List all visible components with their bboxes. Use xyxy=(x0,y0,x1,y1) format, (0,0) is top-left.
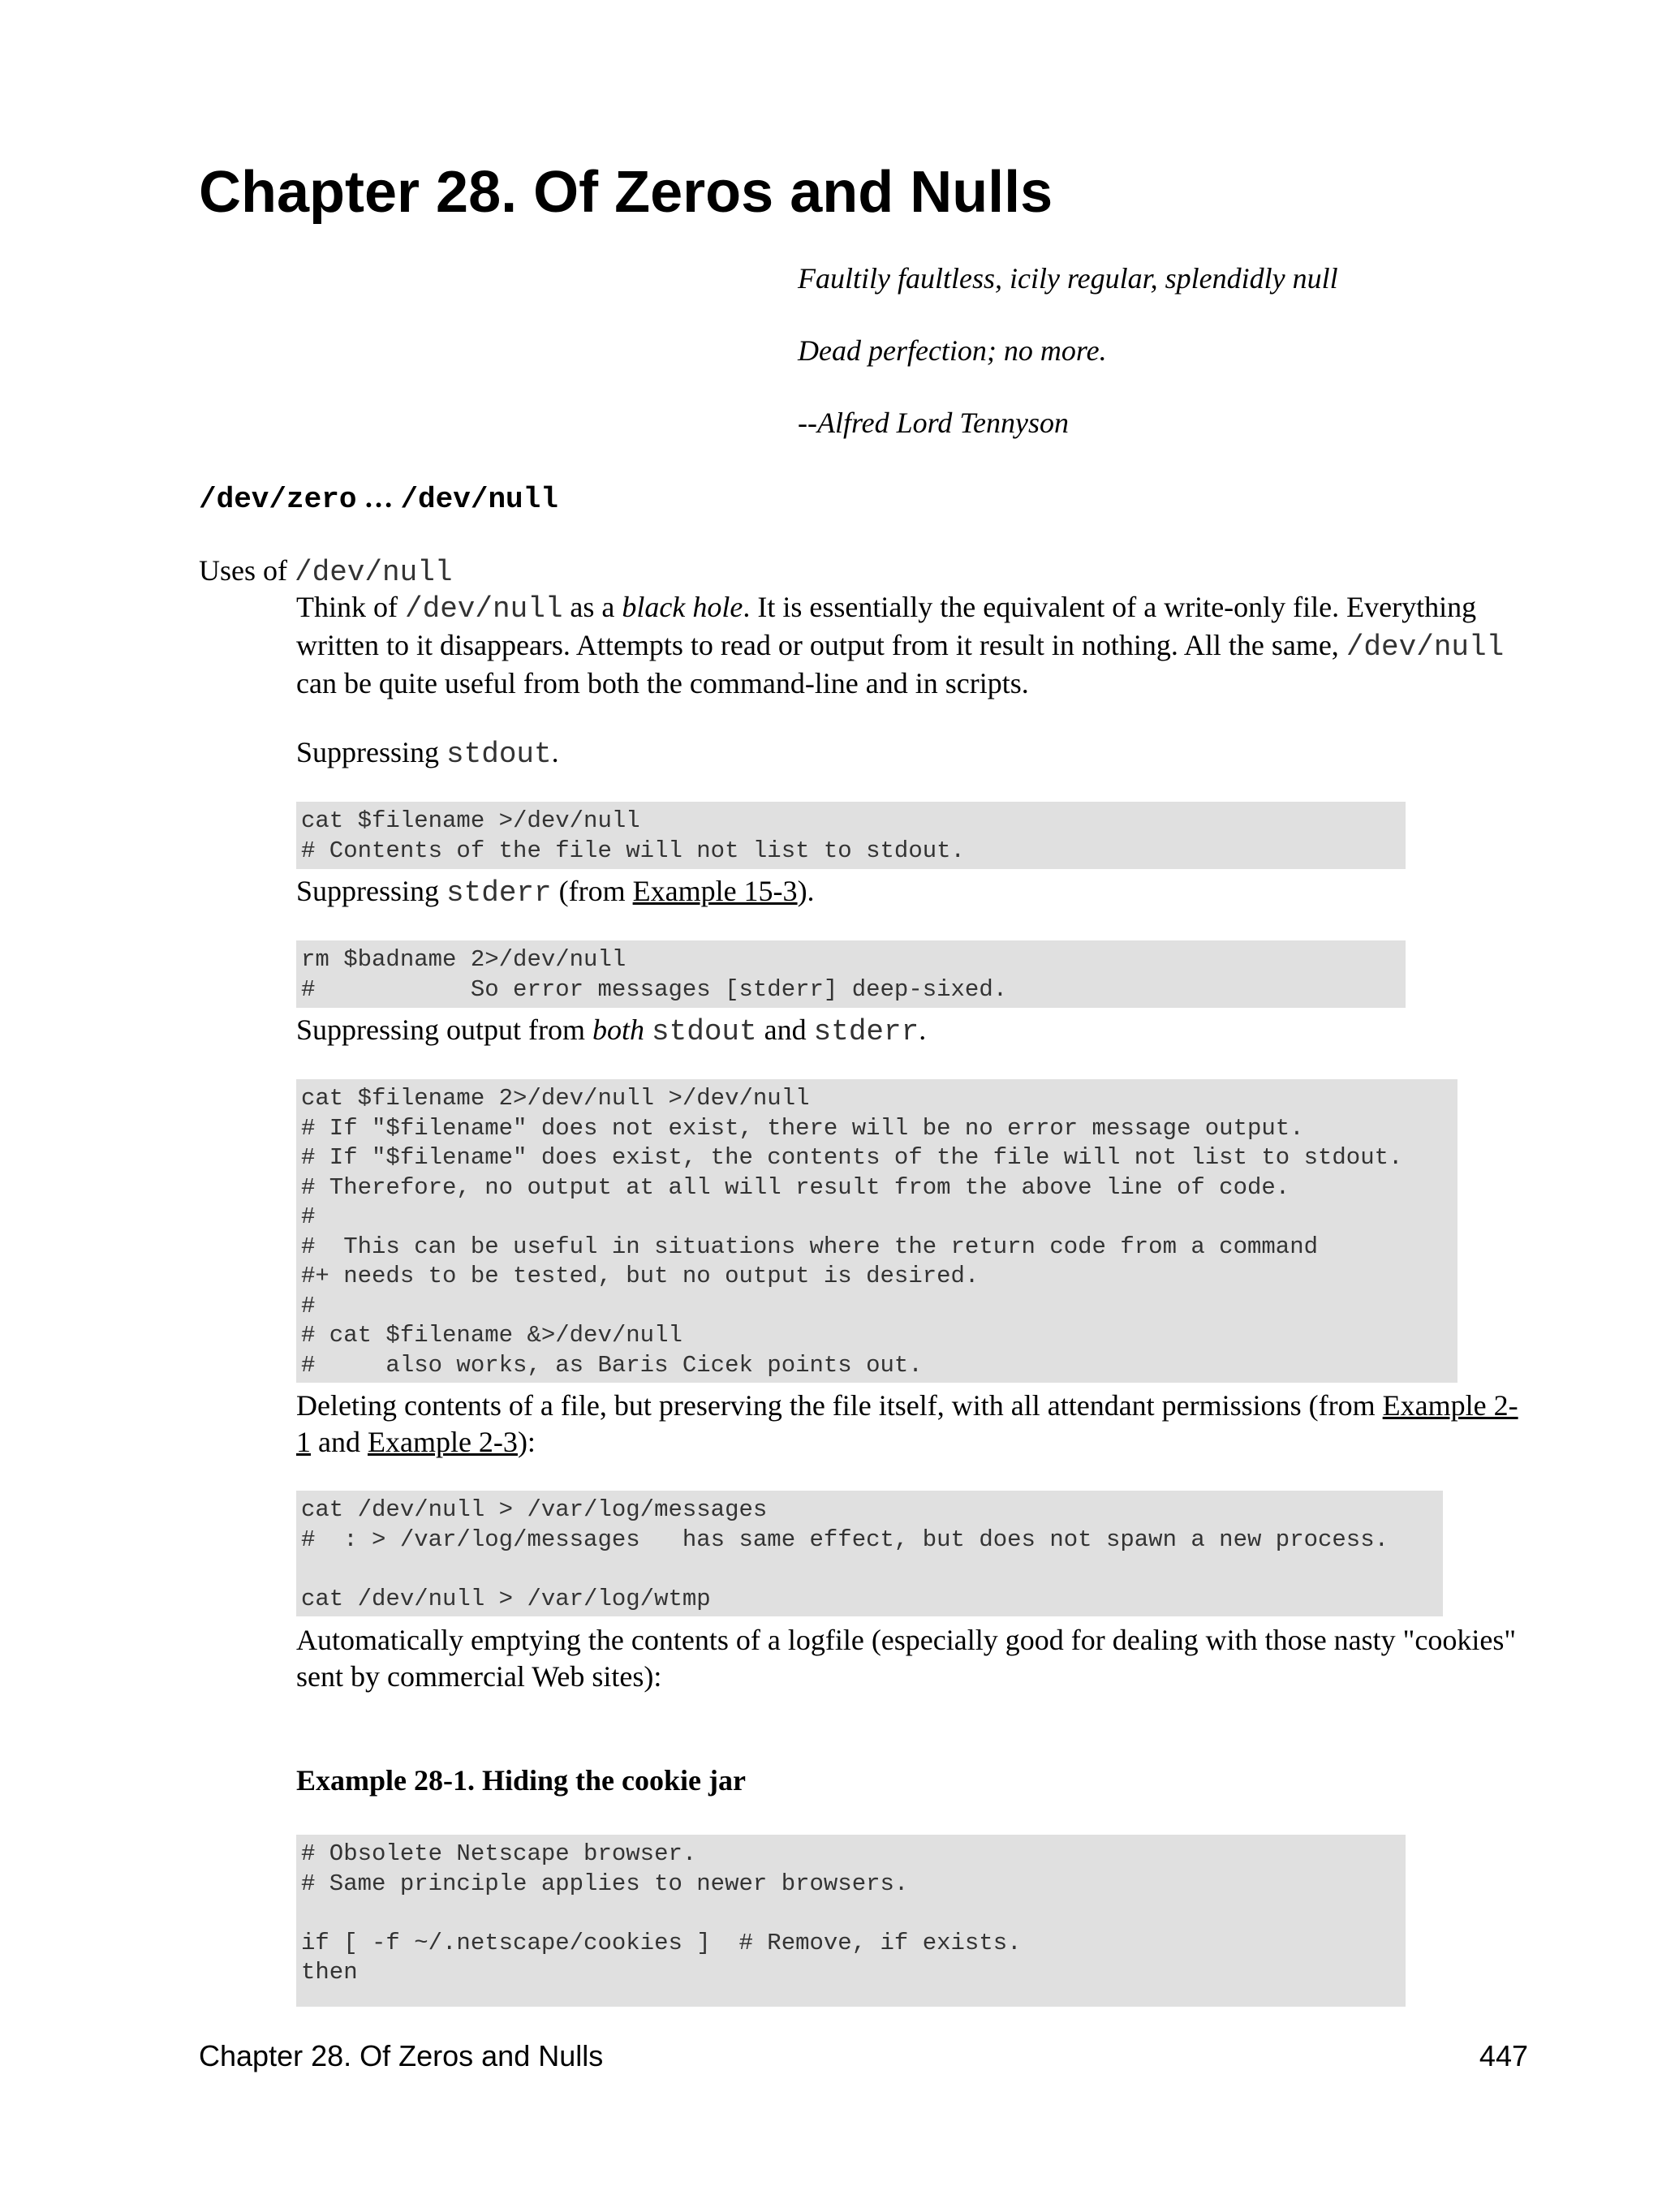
term-label-text: Uses of xyxy=(199,554,295,587)
link-example-2-1[interactable]: Example 2-1 xyxy=(296,1389,1518,1458)
paragraph-text: and xyxy=(756,1013,814,1046)
paragraph-suppress-stderr xyxy=(296,873,815,911)
inline-code: stdout xyxy=(652,1015,757,1048)
section-heading xyxy=(199,480,558,516)
paragraph-delete-contents xyxy=(296,1388,1530,1461)
inline-code: stdout xyxy=(446,738,552,771)
inline-code: stderr xyxy=(446,876,552,910)
paragraph-text: Deleting contents of a file, but preserving the file itself, with all attendant permissions (from xyxy=(296,1389,1383,1422)
epigraph-line-1: Faultily faultless, icily regular, splendidly null xyxy=(798,262,1338,295)
chapter-title: Chapter 28. Of Zeros and Nulls xyxy=(199,160,1053,225)
epigraph-line-2: Dead perfection; no more. xyxy=(798,334,1107,367)
section-heading-code-null: /dev/null xyxy=(400,483,558,516)
term-desc-text-4: can be quite useful from both the command-line and in scripts. xyxy=(296,667,1029,699)
inline-code: stderr xyxy=(813,1015,919,1048)
code-block-cookie-jar: # Obsolete Netscape browser. # Same principle applies to newer browsers. if [ -f ~/.netscape/cookies ] # Remove, if exists. then xyxy=(296,1835,1406,2007)
paragraph-text: ). xyxy=(797,875,815,907)
link-example-15-3[interactable]: Example 15-3 xyxy=(632,875,798,907)
term-desc-text-2: as a xyxy=(562,591,622,623)
code-block-suppress-stderr: rm $badname 2>/dev/null # So error messages [stderr] deep-sixed. xyxy=(296,940,1406,1008)
paragraph-text: Suppressing output from xyxy=(296,1013,592,1046)
paragraph-text: ): xyxy=(517,1426,536,1458)
code-block-delete-contents: cat /dev/null > /var/log/messages # : > /var/log/messages has same effect, but does not spawn a new process. cat /dev/null > /var/log/wtmp xyxy=(296,1491,1443,1616)
paragraph-suppress-stdout xyxy=(296,734,559,772)
link-example-2-3[interactable]: Example 2-3 xyxy=(367,1426,518,1458)
epigraph-attribution: --Alfred Lord Tennyson xyxy=(798,407,1070,439)
paragraph-text: Suppressing xyxy=(296,736,447,768)
term-label-code: /dev/null xyxy=(294,556,453,589)
term-desc-code-1: /dev/null xyxy=(404,592,563,626)
term-desc-text-1: Think of xyxy=(296,591,405,623)
footer-chapter-title: Chapter 28. Of Zeros and Nulls xyxy=(199,2039,604,2072)
term-desc-text-3: . It is essentially the equivalent of a write-only file. Everything written to it disappears. Attempts to read or output from it result in nothing. All the same, xyxy=(296,591,1477,661)
section-heading-separator: … xyxy=(356,481,401,514)
paragraph-text: . xyxy=(919,1013,927,1046)
term-desc-emphasis: black hole xyxy=(622,591,743,623)
paragraph-text: (from xyxy=(551,875,633,907)
paragraph-auto-empty-logfile: Automatically emptying the contents of a logfile (especially good for dealing with those nasty "cookies" sent by commercial Web sites): xyxy=(296,1624,1517,1693)
paragraph-text: and xyxy=(311,1426,368,1458)
paragraph-text xyxy=(644,1013,652,1046)
term-desc-code-2: /dev/null xyxy=(1346,630,1505,664)
example-title: Example 28-1. Hiding the cookie jar xyxy=(296,1764,746,1797)
term-label xyxy=(199,553,452,591)
footer-page-number: 447 xyxy=(1479,2039,1528,2072)
paragraph-text: . xyxy=(551,736,559,768)
code-block-suppress-stdout: cat $filename >/dev/null # Contents of the file will not list to stdout. xyxy=(296,802,1406,869)
paragraph-emphasis: both xyxy=(592,1013,645,1046)
paragraph-suppress-both xyxy=(296,1012,926,1050)
section-heading-code-zero: /dev/zero xyxy=(199,483,357,516)
code-block-suppress-both: cat $filename 2>/dev/null >/dev/null # If "$filename" does not exist, there will be no error message output. # If "$filename" does exist, the contents of the file will not list to stdout. # Therefore, no output at all will result from the above line of code. # # This can be useful in situations where the return code from a command #+ needs to be tested, but no output is desired. # # cat $filename &>/dev/null # also works, as Baris Cicek points out. xyxy=(296,1079,1457,1383)
paragraph-text: Suppressing xyxy=(296,875,447,907)
term-description xyxy=(296,589,1530,702)
